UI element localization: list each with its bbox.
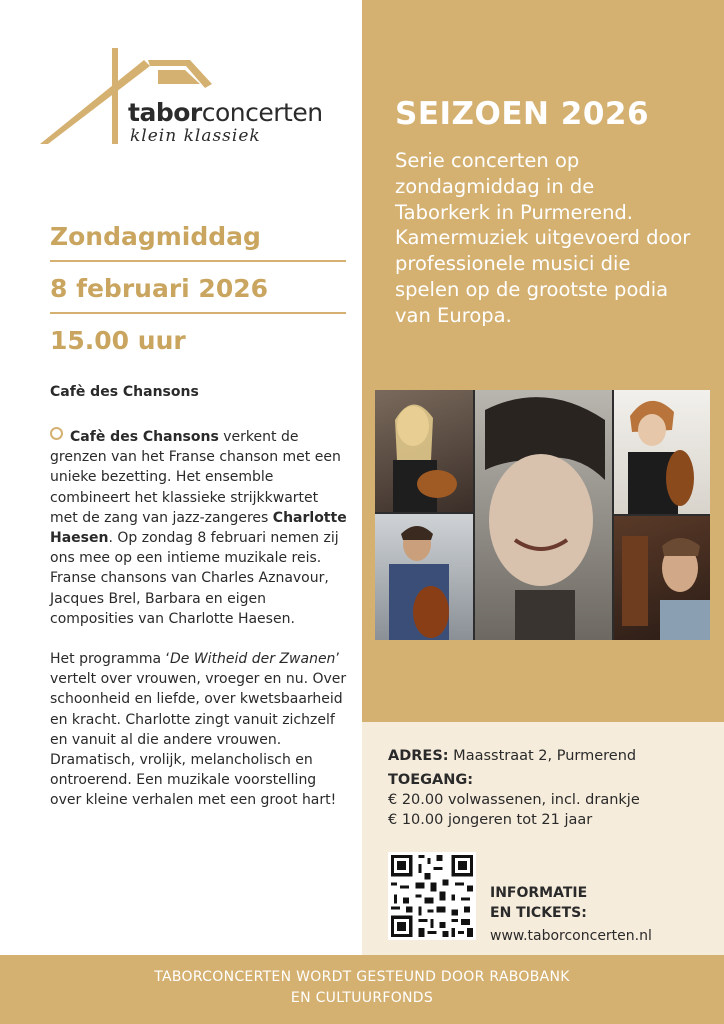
description-paragraph-1: Cafè des Chansons verkent de grenzen van het Franse chanson met een unieke bezetting. Het ensemble combineert het klassieke strijkkwartet met de zang van jazz-zangeres Charlotte Haesen. Op zondag 8 februari nemen zij ons mee op een intieme muzikale reis. Franse chansons van Charles Aznavour, Jacques Brel, Barbara en eigen composities van Charlotte Haesen.: [50, 429, 347, 627]
event-date: 8 februari 2026: [50, 274, 269, 303]
admission-label: TOEGANG:: [388, 772, 474, 788]
divider: [50, 260, 346, 262]
event-title: Cafè des Chansons: [50, 384, 199, 400]
singer-portrait-icon: [475, 390, 612, 640]
guitarist-figure-icon: [614, 516, 710, 640]
musicians-photo-collage: [375, 390, 710, 640]
logo-tagline: klein klassiek: [130, 126, 261, 146]
venue-info: [388, 746, 640, 830]
tickets-label-1: INFORMATIE: [490, 885, 588, 901]
event-description: [50, 427, 350, 831]
tickets-label-2: EN TICKETS:: [490, 905, 587, 921]
logo-wordmark: taborconcerten: [128, 98, 323, 127]
violist-figure-icon: [614, 390, 710, 514]
address-line: ADRES: Maasstraat 2, Purmerend: [388, 748, 637, 764]
cellist-figure-icon: [375, 514, 473, 640]
tickets-info: [490, 883, 652, 946]
price-youth: € 10.00 jongeren tot 21 jaar: [388, 812, 593, 828]
footer-line-2: EN CULTUURFONDS: [290, 990, 434, 1006]
footer-line-1: TABORCONCERTEN WORDT GESTEUND DOOR RABOBANK: [154, 969, 570, 985]
circle-bullet-icon: [50, 427, 63, 440]
event-time: 15.00 uur: [50, 326, 186, 355]
divider: [50, 312, 346, 314]
season-intro: Serie concerten op zondagmiddag in de Taborkerk in Purmerend. Kamermuziek uitgevoerd door professionele musici die spelen op de grootste podia van Europa.: [395, 149, 691, 327]
description-paragraph-2: Het programma ‘De Witheid der Zwanen’ vertelt over vrouwen, vroeger en nu. Over schoonheid en liefde, over kwetsbaarheid en kracht. Charlotte zingt vanuit zichzelf en vanuit al die andere vrouwen. Dramatisch, vrolijk, melancholisch en ontroerend. Een muzikale voorstelling over kleine verhalen met een groot hart!: [50, 651, 347, 809]
event-date-block: [50, 222, 346, 356]
event-day: Zondagmiddag: [50, 222, 261, 251]
sponsor-footer: [0, 955, 724, 1024]
qr-code-icon[interactable]: [388, 852, 476, 940]
price-adult: € 20.00 volwassenen, incl. drankje: [388, 792, 640, 808]
website-link[interactable]: www.taborconcerten.nl: [490, 928, 652, 944]
violinist-figure-icon: [375, 390, 473, 512]
season-title: SEIZOEN 2026: [395, 96, 650, 132]
